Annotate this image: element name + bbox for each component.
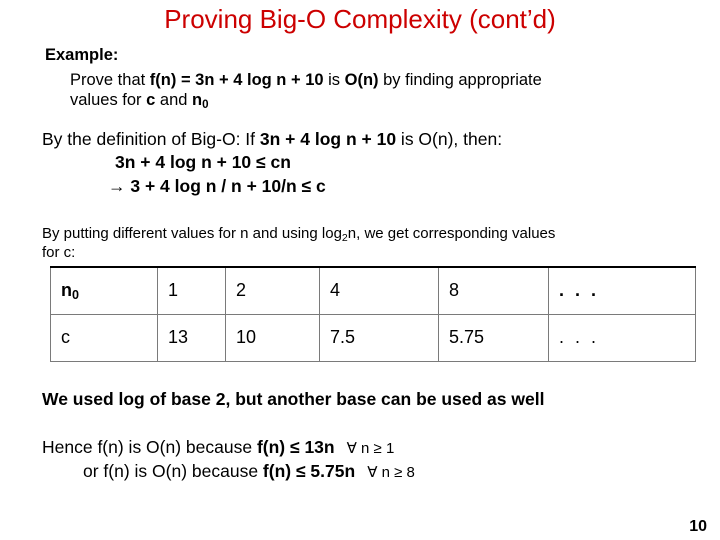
log-base-note: We used log of base 2, but another base can be used as well (42, 389, 545, 409)
table-cell: 13 (158, 314, 226, 361)
example-line-2: values for c and $n_0$ (70, 91, 209, 111)
table-cell: . . . (549, 267, 696, 314)
table-row-n0 (51, 267, 696, 314)
values-table (50, 266, 696, 362)
hence-line-1: Hence f(n) is O(n) because f(n) ≤ 13n ∀ n ≥ 1 (42, 437, 395, 457)
hence-line-2: or f(n) is O(n) because f(n) ≤ 5.75n ∀ n ≥ 8 (83, 461, 415, 481)
table-cell: 7.5 (320, 314, 439, 361)
slide-title: Proving Big-O Complexity (cont’d) (164, 4, 556, 34)
table-cell: 10 (226, 314, 320, 361)
inequality-1: 3n + 4 log n + 10 ≤ cn (115, 152, 291, 172)
row-label-n0: $n_0$ (51, 267, 158, 314)
definition-line: By the definition of Big-O: If 3n + 4 log n + 10 is O(n), then: (42, 129, 503, 149)
table-cell: 4 (320, 267, 439, 314)
putting-line-1: By putting different values for n and using $\log_2n$, we get corresponding values (42, 225, 556, 244)
example-line-1: Prove that f(n) = 3n + 4 log n + 10 is O(n) by finding appropriate (70, 71, 542, 89)
page-number: 10 (689, 518, 707, 535)
table-cell: 2 (226, 267, 320, 314)
arrow-icon: → (108, 176, 126, 196)
table-cell: 8 (439, 267, 549, 314)
row-label-c: c (51, 314, 158, 361)
table-row-c (51, 314, 696, 361)
table-cell: . . . (549, 314, 696, 361)
inequality-2: → 3 + 4 log n / n + 10/n ≤ c (108, 176, 326, 196)
putting-line-2: for c: (42, 244, 76, 261)
example-heading: Example: (45, 46, 119, 64)
table-cell: 5.75 (439, 314, 549, 361)
table-cell: 1 (158, 267, 226, 314)
